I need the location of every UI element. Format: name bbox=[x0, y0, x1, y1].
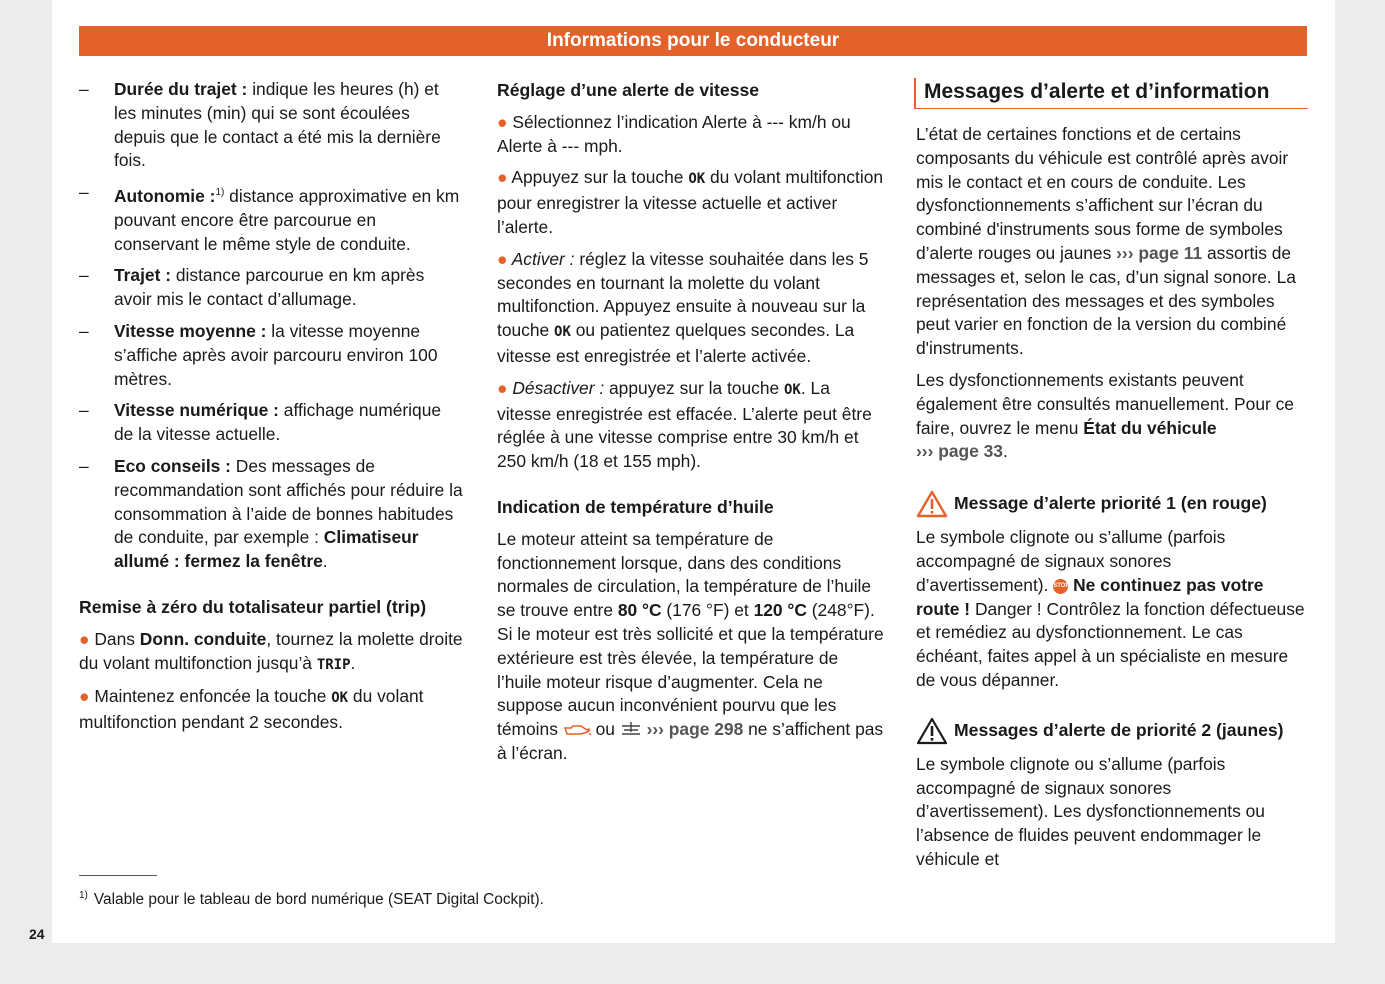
emphasis: Désactiver : bbox=[507, 377, 605, 398]
heading-text: Messages d’alerte de priorité 2 (jaunes) bbox=[954, 719, 1284, 740]
reset-heading: Remise à zéro du totalisateur partiel (trip) bbox=[79, 596, 427, 617]
speed-step-4 bbox=[497, 377, 887, 474]
bullet-icon: ● bbox=[497, 111, 508, 132]
item-label: Eco conseils : bbox=[114, 455, 231, 476]
text: du volant multifonction pour enregistrer la vitesse actuelle et activer l’alerte. bbox=[497, 167, 884, 237]
text: réglez la vitesse souhaitée dans les 5 secondes en tournant la molette du volant multifonction. Appuyez ensuite à nouveau sur la touche bbox=[497, 248, 869, 341]
item-text: affichage numérique de la vitesse actuelle. bbox=[114, 400, 442, 445]
bullet-icon: ● bbox=[79, 628, 90, 649]
item-text: distance approximative en km pouvant encore être parcourue en conservant le même style de conduite. bbox=[114, 185, 460, 254]
text: . bbox=[350, 652, 356, 673]
page-reference-link[interactable]: ››› page 33 bbox=[916, 441, 1003, 462]
stop-icon: STOP bbox=[1053, 579, 1068, 594]
item-label: Trajet : bbox=[114, 265, 172, 286]
text: Danger ! Contrôlez la fonction défectueuse et remédiez au dysfonctionnement. Le cas échéant, faites appel à un spécialiste en mesure de vous dépanner. bbox=[916, 598, 1305, 690]
speed-step-2 bbox=[497, 166, 887, 239]
text: appuyez sur la touche bbox=[604, 377, 784, 398]
priority-1-paragraph bbox=[916, 526, 1308, 693]
speed-alert-heading: Réglage d’une alerte de vitesse bbox=[497, 80, 760, 100]
heading-text: Message d’alerte priorité 1 (en rouge) bbox=[954, 493, 1267, 514]
item-example: Climatiseur allumé : fermez la fenêtre bbox=[114, 527, 419, 572]
footnote-ref: 1) bbox=[215, 187, 225, 199]
text: Appuyez sur la touche bbox=[507, 167, 689, 188]
temp-value: 120 °C bbox=[753, 600, 807, 621]
page-number: 24 bbox=[29, 926, 45, 942]
oil-temp-paragraph bbox=[497, 528, 887, 766]
text: , tournez la molette droite du volant multifonction jusqu’à bbox=[79, 628, 463, 673]
page-reference-link[interactable]: ››› page 11 bbox=[1116, 242, 1203, 263]
text: Le symbole clignote ou s’allume (parfois accompagné de signaux sonores d’avertissement). bbox=[916, 527, 1226, 595]
text: . La vitesse enregistrée est effacée. L’alerte peut être réglée à une vitesse comprise entre 30 km/h et 250 km/h (18 et 155 mph). bbox=[497, 377, 872, 472]
footnote bbox=[79, 890, 544, 909]
priority-2-paragraph: Le symbole clignote ou s’allume (parfois accompagné de signaux sonores d’avertissement). Les dysfonctionnements ou l’absence de fluides peuvent endommager le véhicule et bbox=[916, 753, 1265, 869]
warning-text: Ne continuez pas votre route ! bbox=[916, 574, 1264, 619]
ok-key: OK bbox=[784, 381, 801, 398]
intro-paragraph bbox=[916, 123, 1308, 361]
text: (248°F). Si le moteur est très sollicité et que la température extérieure est très élevée, la température de l’huile moteur risque d’augmenter. Cela ne suppose aucun inconvénient pourvu que les témoins bbox=[497, 600, 884, 740]
bullet-icon: ● bbox=[497, 167, 508, 188]
list-item: – Durée du trajet : indique les heures (h) et les minutes (min) qui se sont écoulées depuis que le contact a été mis la dernière fois. bbox=[79, 79, 441, 171]
column-1 bbox=[79, 78, 464, 743]
oil-temperature-icon bbox=[620, 719, 642, 743]
reset-step-1 bbox=[79, 628, 464, 678]
text: Dans bbox=[89, 628, 140, 649]
speed-step-3 bbox=[497, 248, 887, 369]
reset-step-2 bbox=[79, 685, 464, 735]
warning-icon bbox=[916, 717, 948, 745]
column-3 bbox=[916, 78, 1308, 880]
text: Les dysfonctionnements existants peuvent également être consultés manuellement. Pour ce faire, ouvrez le menu bbox=[916, 369, 1294, 438]
bullet-icon: ● bbox=[497, 248, 508, 269]
manual-check-paragraph bbox=[916, 369, 1308, 464]
ok-key: OK bbox=[331, 690, 349, 707]
section-header: Informations pour le conducteur bbox=[79, 26, 1307, 56]
priority-1-heading bbox=[916, 490, 1308, 518]
text: Maintenez enfoncée la touche bbox=[89, 686, 332, 707]
temp-value: 80 °C bbox=[617, 600, 662, 621]
menu-name: Donn. conduite bbox=[139, 628, 267, 649]
text: ou bbox=[590, 719, 620, 740]
footnote-divider bbox=[79, 875, 157, 876]
ok-key: OK bbox=[554, 324, 571, 341]
text: assortis de messages et, selon le cas, d’un signal sonore. La représentation des messages et des symboles peut varier en fonction de la version du combiné d'instruments. bbox=[916, 242, 1296, 359]
oil-temp-heading: Indication de température d’huile bbox=[497, 496, 774, 517]
item-text: la vitesse moyenne s’affiche après avoir parcouru environ 100 mètres. bbox=[114, 320, 438, 389]
bullet-icon: ● bbox=[79, 686, 90, 707]
item-label: Autonomie : bbox=[114, 185, 216, 206]
text: ne s’affichent pas à l’écran. bbox=[497, 719, 884, 764]
trip-key: TRIP bbox=[316, 656, 351, 673]
speed-step-1 bbox=[497, 111, 887, 159]
text: du volant multifonction pendant 2 secondes. bbox=[79, 686, 424, 733]
item-text: Des messages de recommandation sont affichés pour réduire la consommation à l’aide de bonnes habitudes de conduite, par exemple : bbox=[114, 455, 463, 548]
text: ou patientez quelques secondes. La vitesse est enregistrée et l’alerte activée. bbox=[497, 320, 855, 366]
list-item: – Trajet : distance parcourue en km après avoir mis le contact d’allumage. bbox=[79, 265, 425, 310]
oil-can-icon bbox=[563, 719, 591, 743]
ok-key: OK bbox=[688, 171, 706, 188]
item-label: Vitesse moyenne : bbox=[114, 320, 267, 341]
footnote-text: Valable pour le tableau de bord numérique (SEAT Digital Cockpit). bbox=[93, 891, 544, 909]
column-2 bbox=[497, 78, 887, 774]
list-item: – Eco conseils : Des messages de recommandation sont affichés pour réduire la consommation à l’aide de bonnes habitudes de conduite, par exemple : Climatiseur allumé : fermez la fenêtre. bbox=[79, 455, 463, 572]
list-item: – Autonomie :$^{1)}$ distance approximative en km pouvant encore être parcourue en conservant le même style de conduite. bbox=[79, 182, 460, 254]
alert-messages-heading: Messages d’alerte et d’information bbox=[914, 78, 1308, 109]
item-text: distance parcourue en km après avoir mis le contact d’allumage. bbox=[114, 265, 425, 310]
list-item: – Vitesse numérique : affichage numérique de la vitesse actuelle. bbox=[79, 400, 442, 445]
text: L’état de certaines fonctions et de certains composants du véhicule est contrôlé après avoir mis le contact et en cours de conduite. Les dysfonctionnements s’affichent sur l’écran du combiné d'instruments sous forme de symboles d’alerte rouges ou jaunes bbox=[916, 124, 1289, 263]
item-end: . bbox=[322, 551, 328, 572]
text: . bbox=[1002, 441, 1008, 462]
text: (176 °F) et bbox=[661, 600, 754, 621]
item-text: indique les heures (h) et les minutes (min) qui se sont écoulées depuis que le contact a été mis la dernière fois. bbox=[114, 79, 441, 171]
page-reference-link[interactable]: ››› page 298 bbox=[646, 719, 744, 740]
item-label: Vitesse numérique : bbox=[114, 400, 279, 421]
priority-2-heading bbox=[916, 717, 1308, 745]
emphasis: Activer : bbox=[507, 248, 575, 269]
warning-red-icon bbox=[916, 490, 948, 518]
footnote-mark: 1) bbox=[79, 890, 88, 901]
list-item: – Vitesse moyenne : la vitesse moyenne s’affiche après avoir parcouru environ 100 mètres. bbox=[79, 320, 438, 389]
text: Le moteur atteint sa température de fonctionnement lorsque, dans des conditions normales de circulation, la température de l’huile se trouve entre bbox=[497, 528, 872, 621]
text: Sélectionnez l’indication Alerte à --- km/h ou Alerte à --- mph. bbox=[497, 111, 851, 156]
bullet-icon: ● bbox=[497, 377, 508, 398]
item-label: Durée du trajet : bbox=[114, 79, 248, 99]
menu-name: État du véhicule bbox=[1083, 417, 1217, 438]
